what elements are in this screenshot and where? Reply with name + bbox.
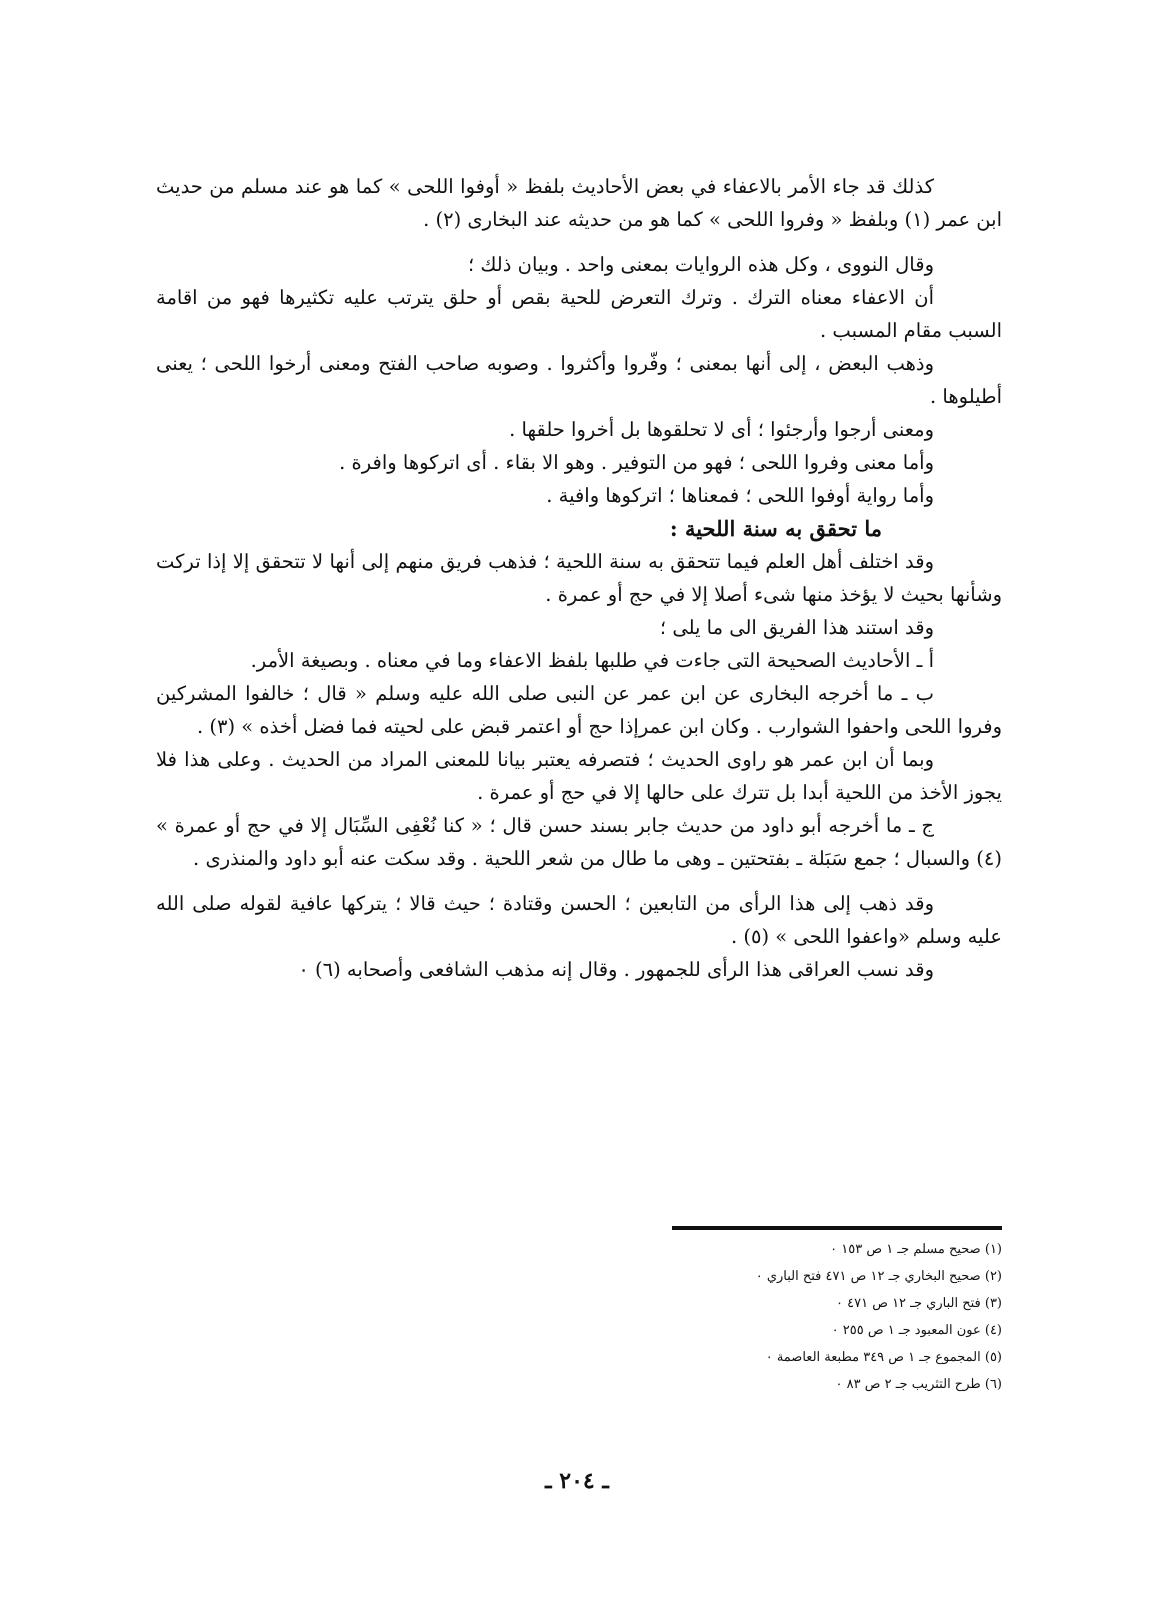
section-heading: ما تحقق به سنة اللحية : (669, 516, 882, 541)
footnotes (156, 1226, 1002, 1398)
paragraph: وبما أن ابن عمر هو راوى الحديث ؛ فتصرفه يعتبر بيانا للمعنى المراد من الحديث . وعلى هذا فلا يجوز الأخذ من اللحية أبدا بل تترك على حالها إلا في حج أو عمرة . (156, 748, 1002, 804)
paragraph: كذلك قد جاء الأمر بالاعفاء في بعض الأحاديث بلفظ « أوفوا اللحى » كما هو عند مسلم من حديث ابن عمر (١) وبلفظ « وفروا اللحى » كما هو من حديثه عند البخارى (٢) . (156, 175, 1002, 231)
paragraph: وقد نسب العراقى هذا الرأى للجمهور . وقال إنه مذهب الشافعى وأصحابه (٦) ٠ (298, 958, 934, 981)
footnote: (٣) فتح الباري جـ ١٢ ص ٤٧١ ٠ (836, 1296, 1002, 1311)
footnote: (٦) طرح التثريب جـ ٢ ص ٨٣ ٠ (835, 1377, 1002, 1392)
footnote: (٢) صحيح البخاري جـ ١٢ ص ٤٧١ فتح الباري ٠ (755, 1269, 1002, 1284)
page-number: ـ ٢٠٤ ـ (545, 1468, 609, 1494)
paragraph: وأما معنى وفروا اللحى ؛ فهو من التوفير . وهو الا بقاء . أى اتركوها وافرة . (339, 451, 934, 474)
paragraph: أ ـ الأحاديث الصحيحة التى جاءت في طلبها بلفظ الاعفاء وما في معناه . وبصيغة الأمر. (250, 649, 934, 672)
paragraph: ومعنى أرجوا وأرجئوا ؛ أى لا تحلقوها بل أخروا حلقها . (509, 418, 934, 441)
paragraph: أن الاعفاء معناه الترك . وترك التعرض للحية بقص أو حلق يترتب عليه تكثيرها فهو من اقامة السبب مقام المسبب . (156, 286, 1002, 342)
paragraph: وذهب البعض ، إلى أنها بمعنى ؛ وفّروا وأكثروا . وصوبه صاحب الفتح ومعنى أرخوا اللحى ؛ يعنى أطيلوها . (156, 352, 1002, 408)
footnote: (٥) المجموع جـ ١ ص ٣٤٩ مطبعة العاصمة ٠ (765, 1350, 1002, 1365)
body-text (156, 170, 1002, 986)
paragraph: وقال النووى ، وكل هذه الروايات بمعنى واحد . وبيان ذلك ؛ (467, 253, 934, 276)
footnote-list (156, 1236, 1002, 1398)
paragraph: ج ـ ما أخرجه أبو داود من حديث جابر بسند حسن قال ؛ « كنا نُعْفِى السِّبَال إلا في حج أو عمرة » (٤) والسبال ؛ جمع سَبَلة ـ بفتحتين ـ وهى ما طال من شعر اللحية . وقد سكت عنه أبو داود والمنذرى . (156, 814, 1002, 870)
footnote: (١) صحيح مسلم جـ ١ ص ١٥٣ ٠ (830, 1242, 1002, 1257)
footnote: (٤) عون المعبود جـ ١ ص ٢٥٥ ٠ (831, 1323, 1002, 1338)
paragraph: ب ـ ما أخرجه البخارى عن ابن عمر عن النبى صلى الله عليه وسلم « قال ؛ خالفوا المشركين وفروا اللحى واحفوا الشوارب . وكان ابن عمرإذا حج أو اعتمر قبض على لحيته فما فضل أخذه » (٣) . (156, 682, 1002, 738)
paragraph: وأما رواية أوفوا اللحى ؛ فمعناها ؛ اتركوها وافية . (546, 484, 934, 507)
footnote-separator (672, 1226, 1002, 1230)
paragraph: وقد ذهب إلى هذا الرأى من التابعين ؛ الحسن وقتادة ؛ حيث قالا ؛ يتركها عافية لقوله صلى الله عليه وسلم «واعفوا اللحى » (٥) . (156, 892, 1002, 948)
paragraph: وقد اختلف أهل العلم فيما تتحقق به سنة اللحية ؛ فذهب فريق منهم إلى أنها لا تتحقق إلا إذا تركت وشأنها بحيث لا يؤخذ منها شىء أصلا إلا في حج أو عمرة . (156, 550, 1002, 606)
paragraph: وقد استند هذا الفريق الى ما يلى ؛ (659, 616, 934, 639)
